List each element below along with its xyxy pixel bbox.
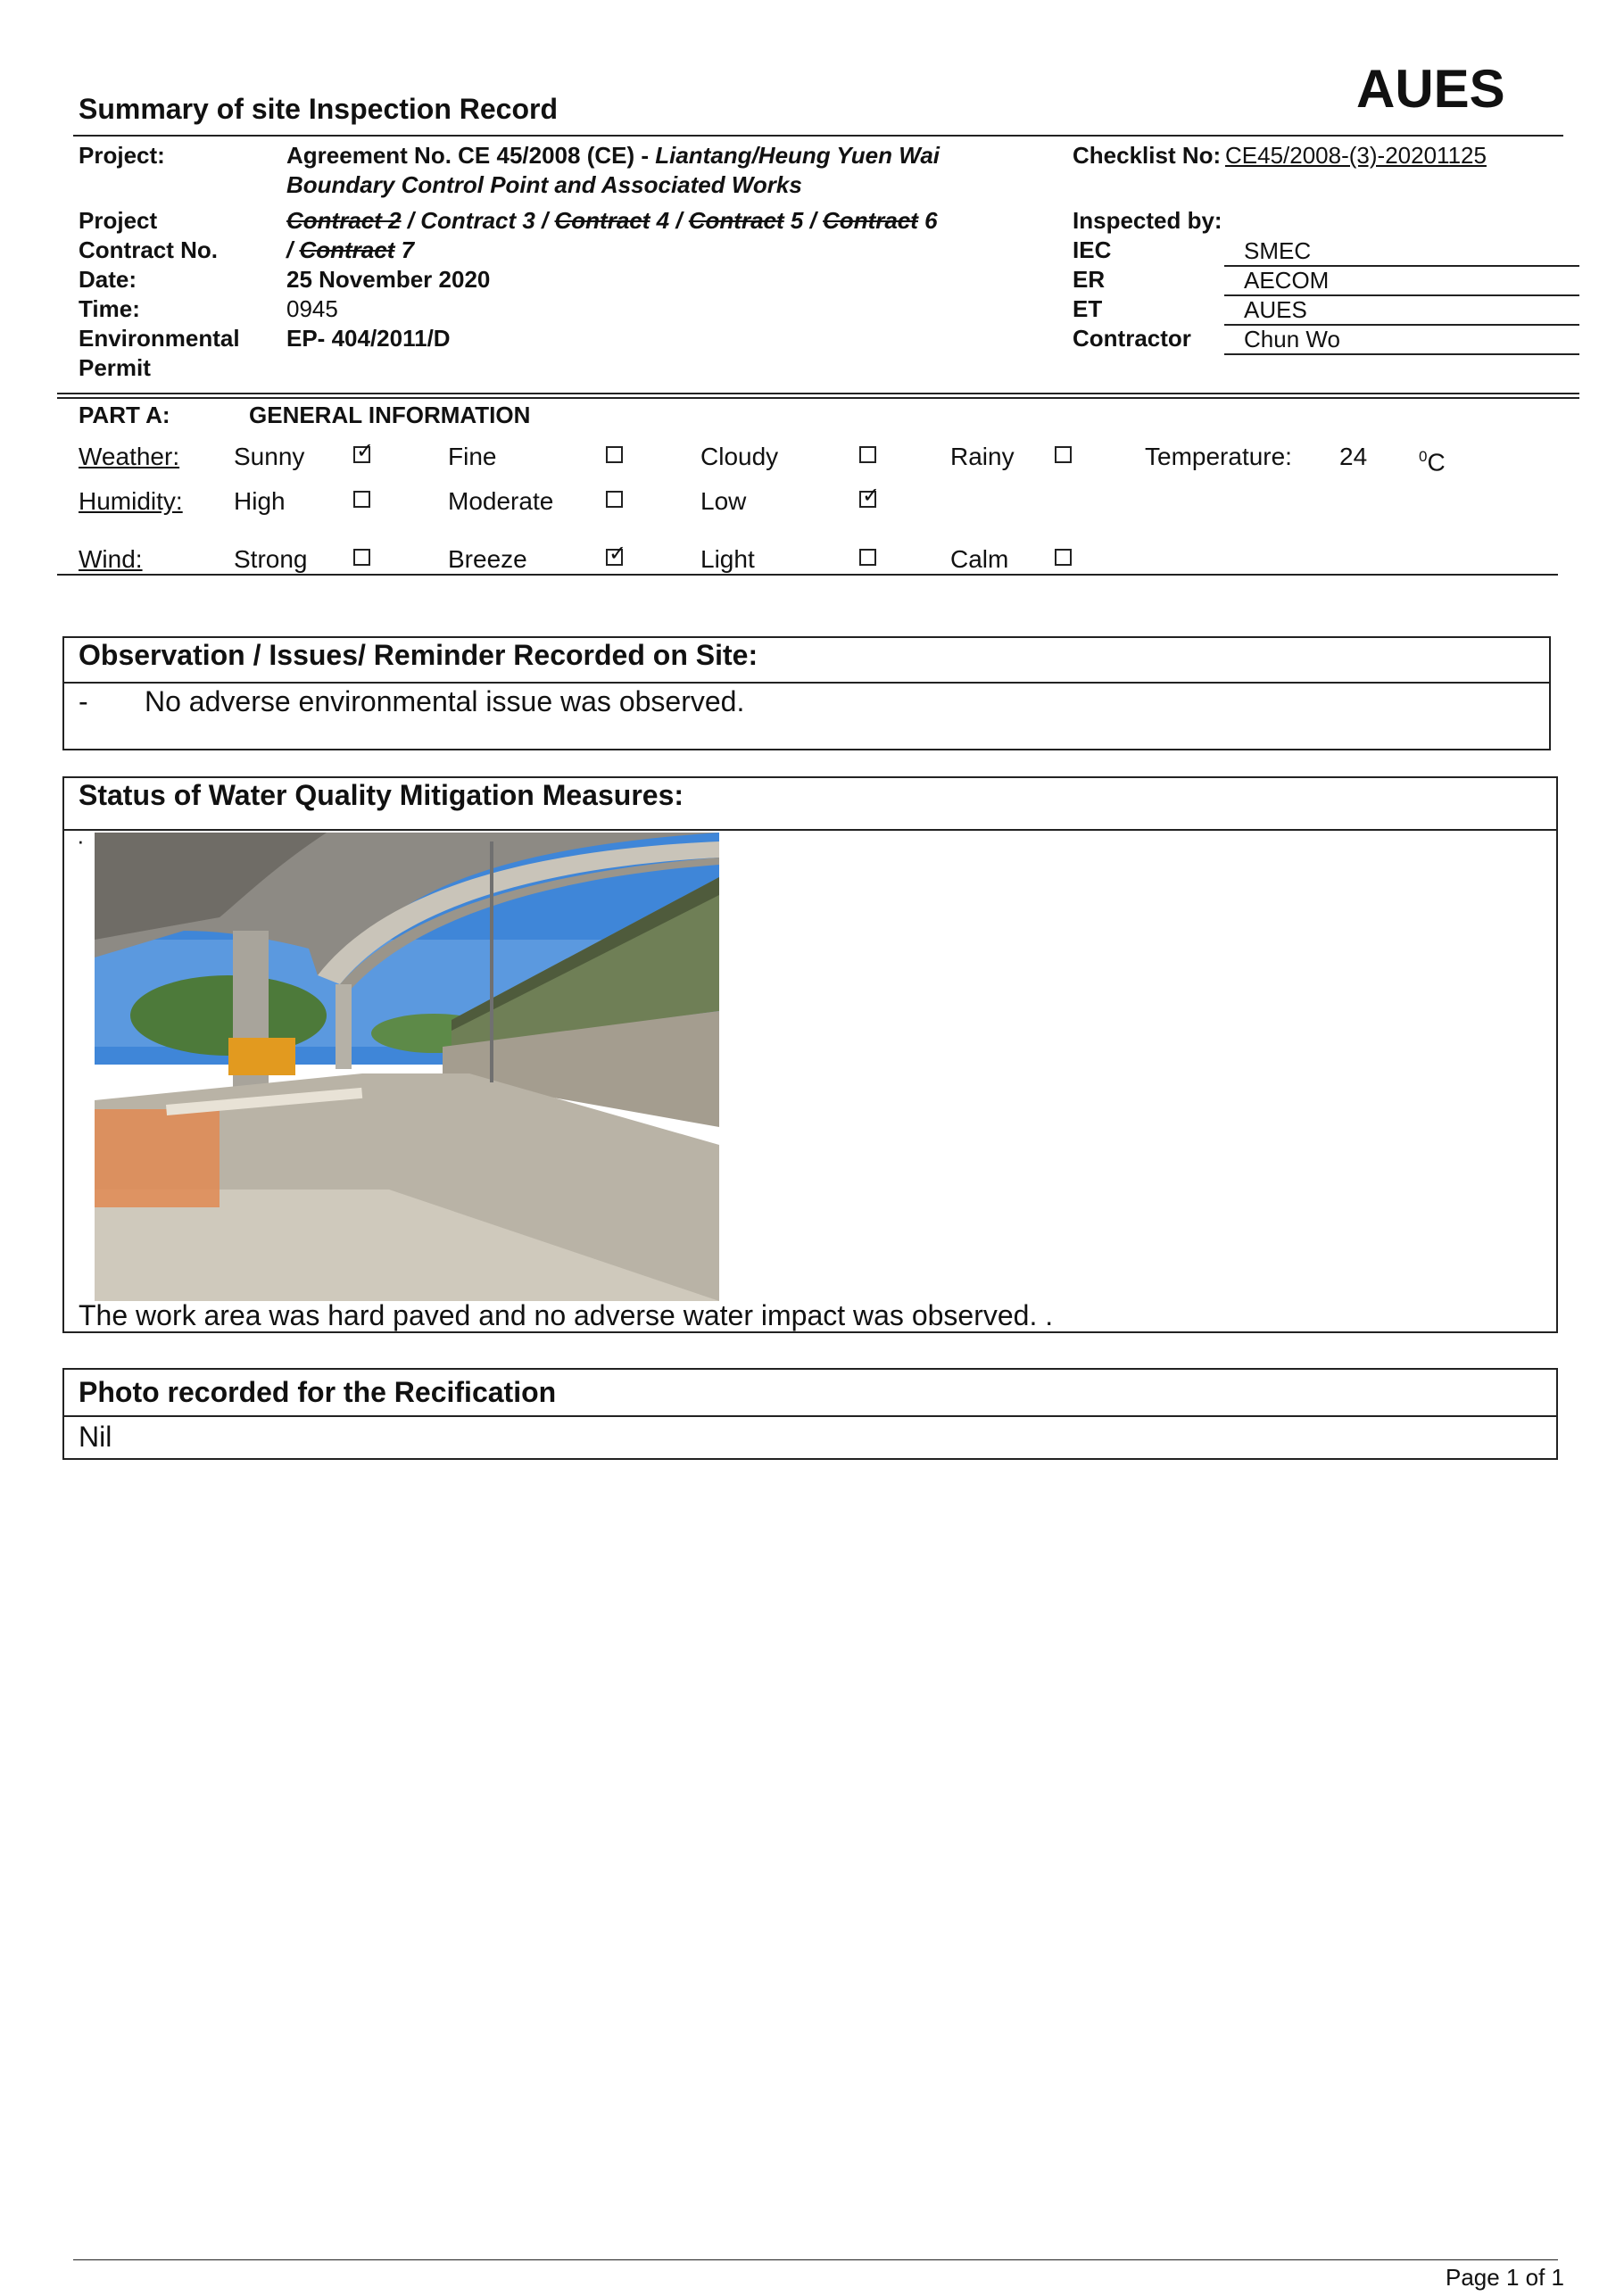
rectification-value: Nil <box>79 1421 112 1453</box>
degree-superscript: 0 <box>1419 448 1428 465</box>
contract-line-2-prefix: / <box>286 236 300 263</box>
page-title: Summary of site Inspection Record <box>79 93 559 125</box>
inspector-role-et: ET <box>1073 295 1103 322</box>
observation-title: Observation / Issues/ Reminder Recorded on Site: <box>79 639 758 671</box>
contract-label-2: Contract No. <box>79 236 218 263</box>
water-quality-title-rule <box>64 829 1556 831</box>
contract-6-number: 6 <box>917 207 938 234</box>
wind-option-strong: Strong <box>234 545 308 573</box>
weather-option-fine: Fine <box>448 443 497 470</box>
humidity-option-moderate: Moderate <box>448 487 554 515</box>
water-quality-box <box>62 776 1558 1333</box>
observation-text: No adverse environmental issue was observed. <box>145 685 745 717</box>
section-rule-upper <box>57 393 1579 394</box>
footer-rule <box>73 2259 1558 2260</box>
page-number: Page 1 of 1 <box>1446 2264 1564 2291</box>
observation-bullet: - <box>79 685 88 717</box>
wind-option-calm: Calm <box>950 545 1009 573</box>
contract-7-number: 7 <box>394 236 415 263</box>
contract-6-struck: Contract <box>823 207 918 234</box>
project-label: Project: <box>79 142 165 169</box>
wind-option-breeze: Breeze <box>448 545 527 573</box>
date-label: Date: <box>79 266 137 293</box>
inspector-name-line-et <box>1224 295 1579 326</box>
site-container <box>228 1038 295 1075</box>
inspector-name-er: AECOM <box>1244 267 1330 294</box>
part-a-title: GENERAL INFORMATION <box>249 402 531 428</box>
check-mark-icon: ✓ <box>609 542 627 566</box>
inspector-name-line-iec <box>1224 236 1579 267</box>
aues-logo: AUES <box>1356 59 1505 119</box>
contract-2-struck: Contract 2 <box>286 207 402 234</box>
inspector-name-line-er <box>1224 266 1579 296</box>
water-quality-caption: The work area was hard paved and no adverse water impact was observed. . <box>79 1299 1054 1331</box>
humidity-label: Humidity: <box>79 487 183 515</box>
observation-title-rule <box>64 682 1549 684</box>
humidity-option-low: Low <box>700 487 747 515</box>
section-rule-lower <box>57 397 1579 399</box>
wind-option-light: Light <box>700 545 755 573</box>
inspector-role-iec: IEC <box>1073 236 1112 263</box>
permit-label-2: Permit <box>79 354 151 381</box>
checkbox-moderate[interactable] <box>606 491 623 508</box>
site-photo <box>95 833 719 1301</box>
observation-box <box>62 636 1551 750</box>
water-quality-dot: · <box>77 827 85 854</box>
project-agreement-line-1 <box>286 141 940 170</box>
checkbox-strong[interactable] <box>353 549 370 566</box>
site-photo-illustration <box>95 833 719 1301</box>
inspector-name-et: AUES <box>1244 296 1307 323</box>
check-mark-icon: ✓ <box>356 439 375 463</box>
checkbox-cloudy[interactable] <box>859 446 876 463</box>
project-name-part-1: Liantang/Heung Yuen Wai <box>655 142 940 169</box>
inspector-role-contractor: Contractor <box>1073 325 1191 352</box>
contract-list-line-2 <box>286 236 414 264</box>
celsius-symbol: C <box>1427 448 1446 477</box>
pillar-2 <box>336 984 352 1069</box>
contract-4-struck: Contract <box>554 207 650 234</box>
checklist-number: CE45/2008-(3)-20201125 <box>1225 142 1487 169</box>
checkbox-light[interactable] <box>859 549 876 566</box>
check-mark-icon: ✓ <box>862 484 881 508</box>
time-label: Time: <box>79 295 140 322</box>
inspector-name-contractor: Chun Wo <box>1244 326 1340 352</box>
rectification-title-rule <box>64 1415 1556 1417</box>
time-value: 0945 <box>286 295 338 322</box>
contract-4-number: 4 / <box>650 207 689 234</box>
date-value: 25 November 2020 <box>286 266 491 293</box>
checkbox-rainy[interactable] <box>1055 446 1072 463</box>
part-a-bottom-rule <box>57 574 1558 576</box>
humidity-option-high: High <box>234 487 286 515</box>
part-a-label: PART A: <box>79 402 170 428</box>
inspected-by-label: Inspected by: <box>1073 207 1222 234</box>
contract-5-number: 5 / <box>783 207 824 234</box>
temperature-unit <box>1419 442 1446 477</box>
weather-option-sunny: Sunny <box>234 443 305 470</box>
permit-value: EP- 404/2011/D <box>286 325 451 352</box>
contract-5-struck: Contract <box>688 207 784 234</box>
light-pole <box>490 841 493 1082</box>
contract-label-1: Project <box>79 207 158 234</box>
wind-label: Wind: <box>79 545 143 573</box>
permit-label-1: Environmental <box>79 325 240 352</box>
weather-option-cloudy: Cloudy <box>700 443 779 470</box>
checklist-label: Checklist No: <box>1073 142 1222 169</box>
contract-3: / Contract 3 / <box>401 207 555 234</box>
inspector-name-line-contractor <box>1224 325 1579 355</box>
rectification-title: Photo recorded for the Recification <box>79 1376 557 1408</box>
checkbox-calm[interactable] <box>1055 549 1072 566</box>
inspector-role-er: ER <box>1073 266 1106 293</box>
temperature-label: Temperature: <box>1145 443 1292 470</box>
rectification-box <box>62 1368 1558 1460</box>
contract-list-line-1 <box>286 206 938 235</box>
agreement-number: Agreement No. CE 45/2008 (CE) - <box>286 142 656 169</box>
contract-7-struck: Contract <box>299 236 395 263</box>
weather-option-rainy: Rainy <box>950 443 1015 470</box>
checkbox-fine[interactable] <box>606 446 623 463</box>
checkbox-high[interactable] <box>353 491 370 508</box>
checkbox-low[interactable] <box>859 484 881 508</box>
project-name-part-2: Boundary Control Point and Associated Works <box>286 171 802 198</box>
safety-barrier <box>95 1109 220 1207</box>
temperature-value: 24 <box>1339 443 1368 470</box>
checkbox-sunny[interactable] <box>353 439 375 463</box>
header-rule <box>73 135 1563 137</box>
checkbox-breeze[interactable] <box>606 542 627 566</box>
inspector-name-iec: SMEC <box>1244 237 1312 264</box>
weather-label: Weather: <box>79 443 180 470</box>
water-quality-title: Status of Water Quality Mitigation Measures: <box>79 779 684 811</box>
